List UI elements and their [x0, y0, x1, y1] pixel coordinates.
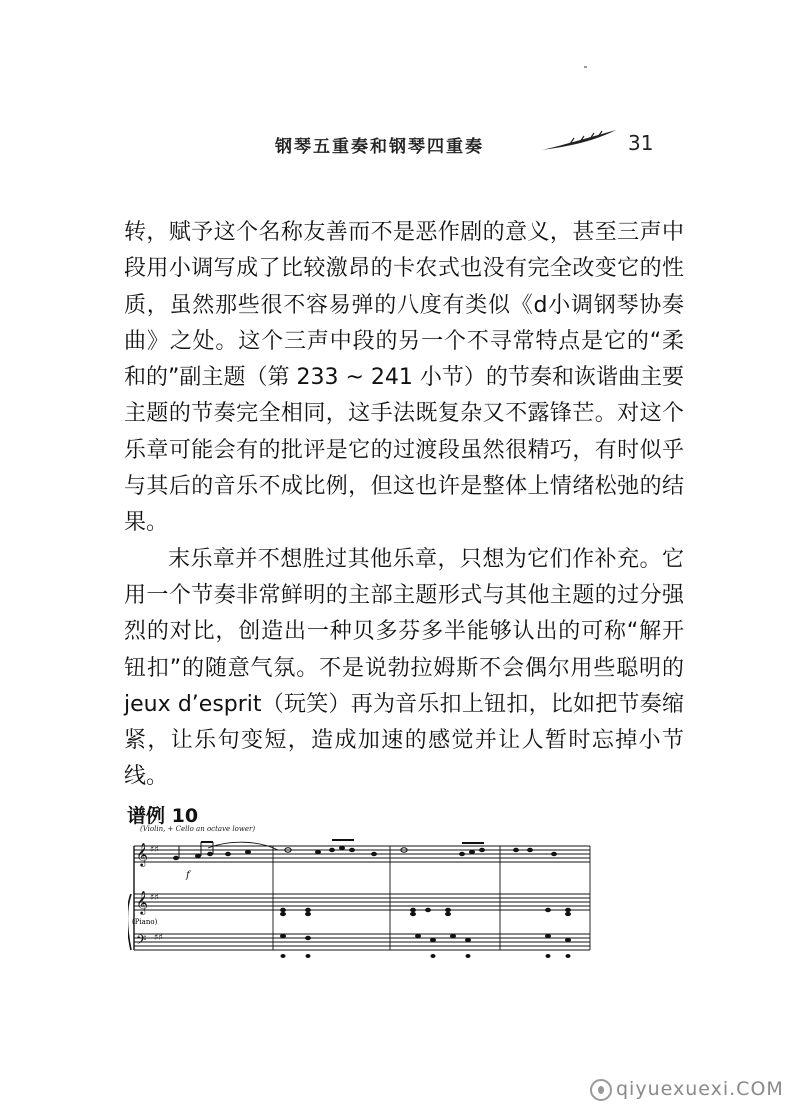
- music-example-label: 谱例 10: [127, 805, 199, 827]
- watermark-text: qiyuexuexi.COM: [616, 1078, 784, 1100]
- site-watermark: [590, 1078, 784, 1101]
- piano-treble-staff: [134, 894, 590, 910]
- body-text: [124, 215, 684, 796]
- svg-text:♯♯: ♯♯: [150, 893, 159, 903]
- svg-text:f: f: [186, 870, 190, 881]
- piano-bass-staff: [134, 934, 590, 950]
- running-header: [275, 132, 665, 162]
- running-header-title: 钢琴五重奏和钢琴四重奏: [275, 137, 484, 157]
- piano-label: (Piano): [132, 918, 158, 926]
- paragraph-1: 转，赋予这个名称友善而不是恶作剧的意义，甚至三声中段用小调写成了比较激昂的卡农式也没有完全改变它的性质，虽然那些很不容易弹的八度有类似《d小调钢琴协奏曲》之处。这个三声中段的另一个不寻常特点是它的“柔和的”副主题（第 233 ~ 241 小节）的节奏和诙谐曲主要主题的节奏完全相同，这手法既复杂又不露锋芒。对这个乐章可能会有的批评是它的过渡段虽然很精巧，有时似乎与其后的音乐不成比例，但这也许是整体上情绪松弛的结果。: [124, 220, 684, 536]
- watermark-logo-icon: [590, 1079, 612, 1101]
- page-number: 31: [628, 131, 654, 155]
- svg-text:♯♯: ♯♯: [150, 845, 159, 855]
- svg-text:𝄞: 𝄞: [136, 842, 148, 866]
- score-instrument-note: (Violin, + Cello an octave lower): [140, 825, 256, 833]
- svg-text:♯♯: ♯♯: [154, 933, 163, 943]
- paragraph-2: 末乐章并不想胜过其他乐章，只想为它们作补充。它用一个节奏非常鲜明的主部主题形式与其他主题的过分强烈的对比，创造出一种贝多芬多半能够认出的可称“解开钮扣”的随意气氛。不是说勃拉姆斯不会偶尔用些聪明的 jeux d’esprit（玩笑）再为音乐扣上钮扣，比如把节奏缩紧，让乐句变短，造成加速的感觉并让人暂时忘掉小节线。: [124, 546, 684, 790]
- svg-text:𝄞: 𝄞: [136, 890, 148, 914]
- svg-text:𝄢: 𝄢: [136, 932, 147, 951]
- scan-mark: [584, 66, 587, 68]
- violin-staff: [134, 846, 590, 862]
- piano-chords: [280, 908, 571, 958]
- quill-ornament-icon: [540, 128, 620, 154]
- music-score-excerpt: [128, 836, 598, 964]
